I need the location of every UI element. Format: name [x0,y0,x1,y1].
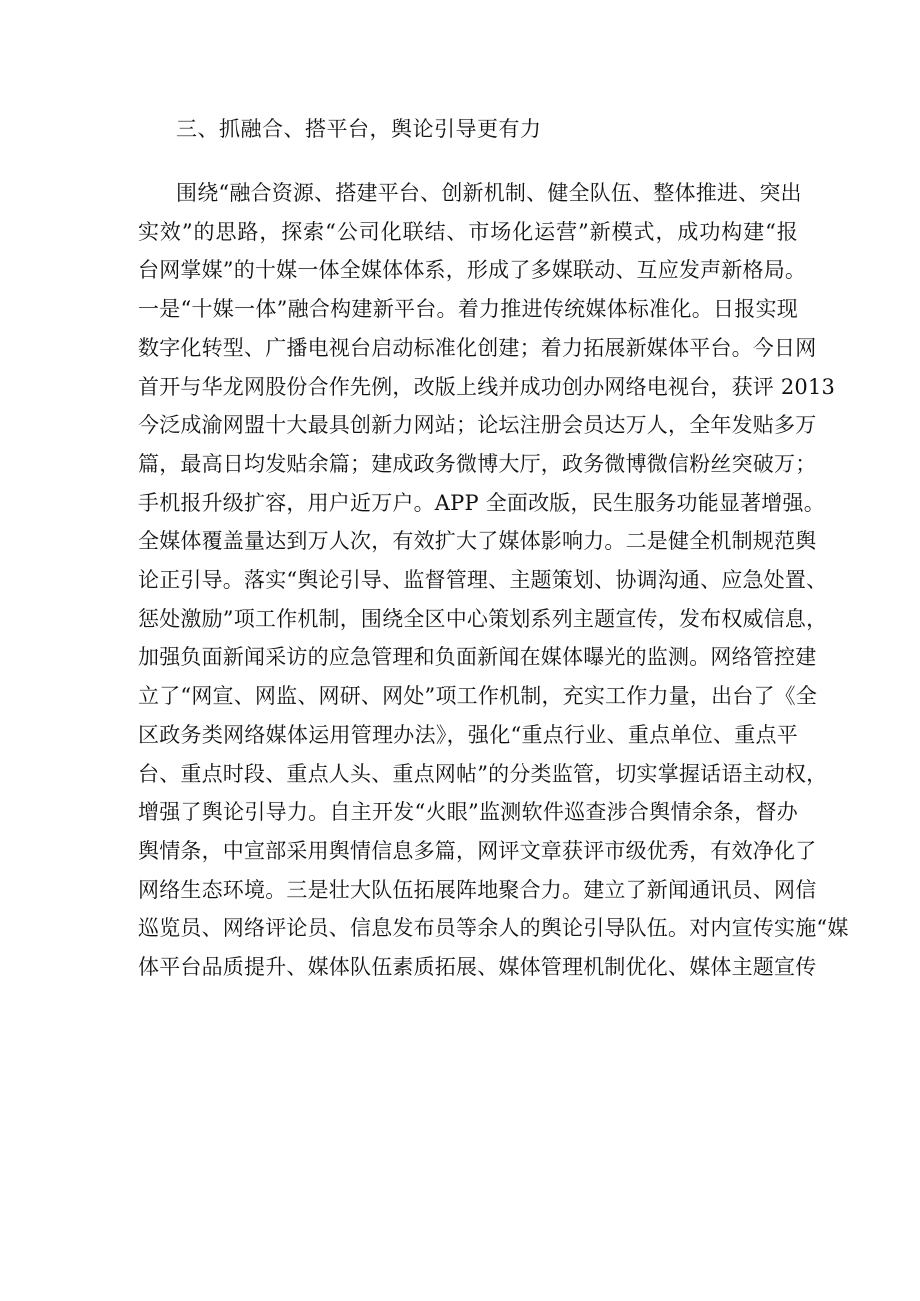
paragraph-line: 增强了舆论引导力。自主开发“火眼”监测软件巡查涉合舆情余条，督办 [138,800,798,825]
paragraph-line: 台、重点时段、重点人头、重点网帖”的分类监管，切实掌握话语主动权， [138,761,828,786]
paragraph-line: 立了“网宣、网监、网研、网处”项工作机制，充实工作力量，出台了《全 [138,684,818,709]
paragraph-line: 体平台品质提升、媒体队伍素质拓展、媒体管理机制优化、媒体主题宣传 [138,955,817,980]
paragraph-line: 台网掌媒”的十媒一体全媒体体系，形成了多媒联动、互应发声新格局。 [138,258,807,283]
paragraph-line: 区政务类网络媒体运用管理办法》，强化“重点行业、重点单位、重点平 [138,722,798,747]
paragraph-line: 今泛成渝网盟十大最具创新力网站；论坛注册会员达万人，全年发贴多万 [138,413,817,438]
paragraph-line: 数字化转型、广播电视台启动标准化创建；着力拓展新媒体平台。今日网 [138,335,817,360]
paragraph-line: 惩处激励”项工作机制，围绕全区中心策划系列主题宣传，发布权威信息， [138,606,828,631]
paragraph-line: 篇，最高日均发贴余篇；建成政务微博大厅，政务微博微信粉丝突破万； [138,451,817,476]
paragraph-line: 加强负面新闻采访的应急管理和负面新闻在媒体曝光的监测。网络管控建 [138,645,817,670]
section-heading: 三、抓融合、搭平台，舆论引导更有力 [176,117,542,141]
paragraph-line: 论正引导。落实“舆论引导、监督管理、主题策划、协调沟通、应急处置、 [138,568,828,593]
paragraph-line: 围绕“融合资源、搭建平台、创新机制、健全队伍、整体推进、突出 [176,181,802,205]
paragraph-line: 舆情条，中宣部采用舆情信息多篇，网评文章获评市级优秀，有效净化了 [138,838,817,863]
body-paragraph [138,174,849,987]
paragraph-line: 网络生态环境。三是壮大队伍拓展阵地聚合力。建立了新闻通讯员、网信 [138,877,817,902]
paragraph-line: 巡览员、网络评论员、信息发布员等余人的舆论引导队伍。对内宣传实施“媒 [138,916,849,941]
paragraph-line: 首开与华龙网股份合作先例，改版上线并成功创办网络电视台，获评 2013 [138,374,836,399]
paragraph-line: 实效”的思路，探索“公司化联结、市场化运营”新模式，成功构建“报 [138,219,798,244]
paragraph-line: 一是“十媒一体”融合构建新平台。着力推进传统媒体标准化。日报实现 [138,297,798,322]
paragraph-line: 手机报升级扩容，用户近万户。APP 全面改版，民生服务功能显著增强。 [138,490,825,515]
paragraph-line: 全媒体覆盖量达到万人次，有效扩大了媒体影响力。二是健全机制规范舆 [138,529,817,554]
